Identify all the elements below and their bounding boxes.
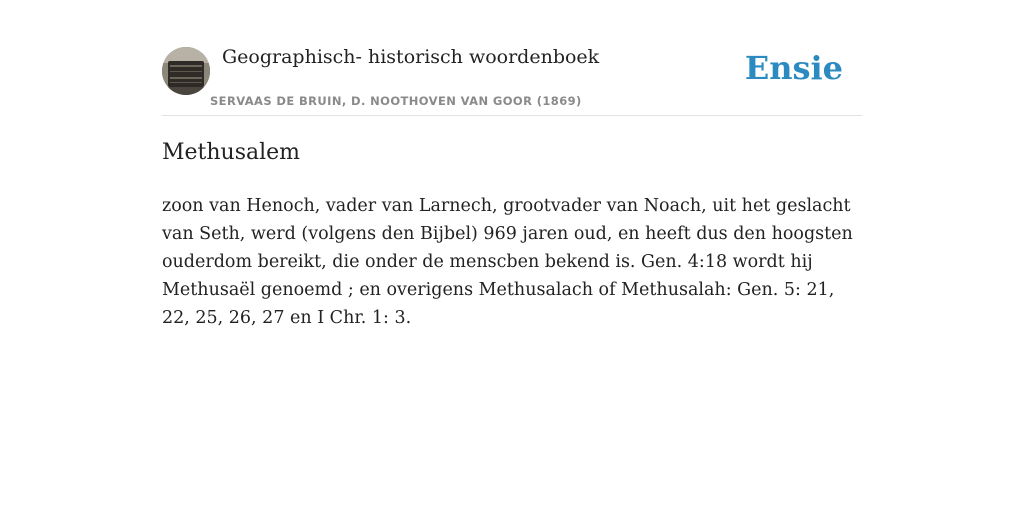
book-authors: SERVAAS DE BRUIN, D. NOOTHOVEN VAN GOOR (1869) [210, 94, 582, 108]
entry-title: Methusalem [162, 140, 301, 165]
book-cover-icon[interactable] [162, 47, 210, 95]
entry-text: zoon van Henoch, vader van Larnech, grootvader van Noach, uit het geslacht van Seth, werd (volgens den Bijbel) 969 jaren oud, en heeft dus den hoogsten ouderdom bereikt, die onder de menscben bekend is. Gen. 4:18 wordt hij Methusaël genoemd ; en overigens Methusalach of Methusalah: Gen. 5: 21, 22, 25, 26, 27 en I Chr. 1: 3. [162, 196, 853, 328]
book-header [162, 44, 862, 116]
brand-logo[interactable]: Ensie [744, 49, 843, 87]
book-title[interactable]: Geographisch- historisch woordenboek [222, 46, 600, 68]
